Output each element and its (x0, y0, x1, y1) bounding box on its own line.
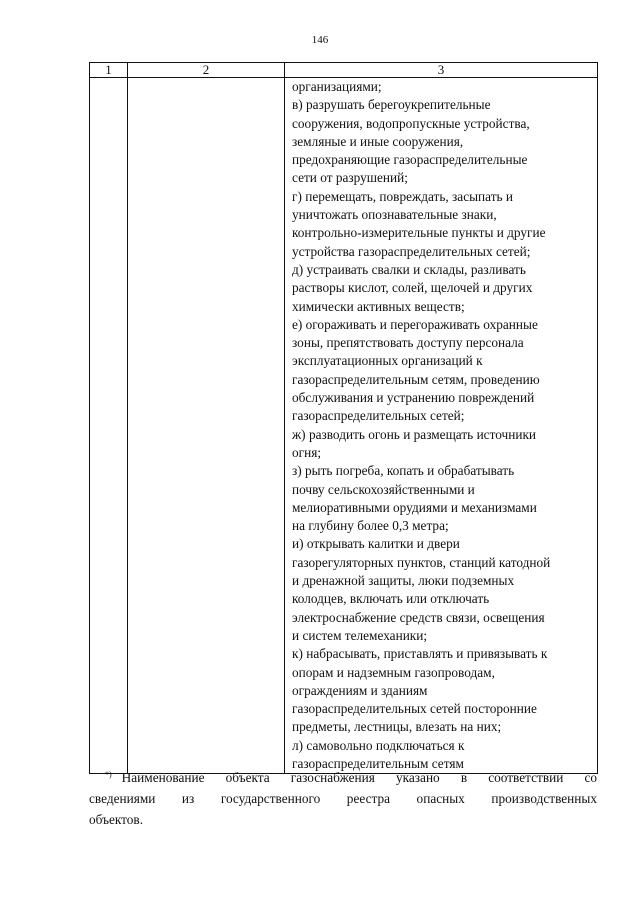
table-header-row (90, 63, 598, 78)
text-line: газораспределительным сетям, проведению (292, 371, 540, 387)
text-line: предметы, лестницы, влезать на них; (292, 719, 502, 735)
footnote-line-1 (89, 764, 597, 788)
text-line: и) открывать калитки и двери (292, 536, 460, 552)
footnote (89, 764, 597, 830)
column-header-2: 2 (128, 63, 285, 78)
text-line: эксплуатационных организаций к (292, 353, 483, 369)
table-row (90, 78, 598, 774)
text-line: сооружения, водопропускные устройства, (292, 115, 530, 131)
text-line: и систем телемеханики; (292, 627, 428, 643)
page-number: 146 (311, 34, 329, 46)
text-line: ограждениям и зданиям (292, 682, 428, 698)
text-line: газораспределительных сетей посторонние (292, 701, 537, 717)
text-line: и дренажной защиты, люки подземных (292, 573, 515, 589)
text-line: з) рыть погреба, копать и обрабатывать (292, 463, 515, 479)
text-line: предохраняющие газораспределительные (292, 152, 528, 168)
table-cell-col2 (128, 78, 285, 774)
table-cell-col3 (285, 78, 598, 774)
footnote-line-2: сведениями из государственного реестра опасных производственных (89, 791, 597, 806)
column-header-3: 3 (285, 63, 598, 78)
text-line: ж) разводить огонь и размещать источники (292, 426, 537, 442)
text-line: газораспределительных сетей; (292, 408, 465, 424)
text-line: обслуживания и устранению повреждений (292, 390, 535, 406)
text-line: д) устраивать свалки и склады, разливать (292, 261, 526, 277)
text-line: колодцев, включать или отключать (292, 591, 490, 607)
text-line: л) самовольно подключаться к (292, 737, 465, 753)
text-line: контрольно-измерительные пункты и другие (292, 225, 546, 241)
text-line: земляные и иные сооружения, (292, 133, 464, 149)
text-line: к) набрасывать, приставлять и привязывать к (292, 646, 548, 662)
text-line: на глубину более 0,3 метра; (292, 518, 449, 534)
text-line: зоны, препятствовать доступу персонала (292, 335, 524, 351)
text-line: в) разрушать берегоукрепительные (292, 97, 491, 113)
text-line: почву сельскохозяйственными и (292, 481, 475, 497)
footnote-line-1-text: Наименование объекта газоснабжения указано в соответствии со (121, 770, 597, 785)
text-line: растворы кислот, солей, щелочей и других (292, 280, 533, 296)
text-line: мелиоративными орудиями и механизмами (292, 499, 537, 515)
document-table (89, 62, 598, 774)
text-line: г) перемещать, повреждать, засыпать и (292, 188, 514, 204)
text-line: организациями; (292, 79, 382, 94)
text-line: огня; (292, 444, 322, 460)
footnote-line-3: объектов. (89, 812, 144, 827)
text-line: газорегуляторных пунктов, станций катодной (292, 554, 551, 570)
text-line: опорам и надземным газопроводам, (292, 664, 495, 680)
text-line: химически активных веществ; (292, 298, 465, 314)
text-line: устройства газораспределительных сетей; (292, 243, 531, 259)
column-header-1: 1 (90, 63, 128, 78)
table-cell-col1 (90, 78, 128, 774)
text-line: сети от разрушений; (292, 170, 408, 186)
footnote-marker: *) (105, 770, 112, 779)
text-line: уничтожать опознавательные знаки, (292, 207, 497, 223)
text-line: е) огораживать и перегораживать охранные (292, 316, 538, 332)
text-line: газораспределительным сетям (292, 755, 464, 771)
text-line: электроснабжение средств связи, освещения (292, 609, 545, 625)
